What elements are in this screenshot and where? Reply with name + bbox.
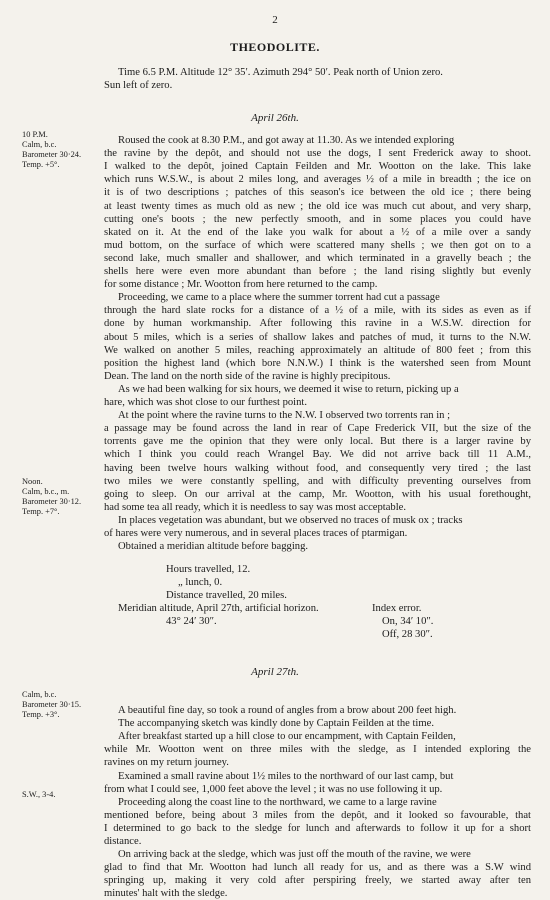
text-line: it is of two descriptions ; patches of this season's ice between the old ice ; there being — [104, 187, 531, 199]
text-line: position the highest land (which bore N.N.W.) I think is the watershed seen from Mount — [104, 357, 531, 369]
text-line: springing up, making it very cold after perspiring freely, we started away after ten — [104, 875, 531, 887]
text-line: done by human workmanship. After following this ravine in a W.S.W. direction for — [104, 318, 531, 330]
text-line: On arriving back at the sledge, which was just off the mouth of the ravine, we were — [118, 849, 471, 861]
index-error-label: Index error. — [372, 603, 422, 614]
text-line: ravines on my return journey. — [104, 757, 229, 769]
intro-line: Sun left of zero. — [104, 80, 173, 91]
weather-note: S.W., 3-4. — [22, 790, 56, 799]
distance-travelled: Distance travelled, 20 miles. — [166, 590, 287, 601]
weather-note: 10 P.M. Calm, b.c. Barometer 30·24. Temp. +5°. — [22, 130, 82, 169]
text-line: Obtained a meridian altitude before bagging. — [118, 541, 309, 553]
weather-note: Calm, b.c. Barometer 30·15. Temp. +3°. — [22, 690, 82, 719]
intro-line: Time 6.5 P.M. Altitude 12° 35′. Azimuth 294° 50′. Peak north of Union zero. — [118, 67, 443, 78]
text-line: which runs W.S.W., is about 2 miles long, and averages ½ of a mile in breadth ; the ice on — [104, 174, 531, 186]
text-line: As we had been walking for six hours, we deemed it wise to return, picking up a — [118, 383, 459, 395]
text-line: mud bottom, on the surface of which were scattered many shells ; we then got on to a — [104, 239, 531, 251]
text-line: We walked on another 5 miles, reaching approximately an altitude of 800 feet ; from this — [104, 344, 531, 356]
text-line: about 5 miles, which is a series of shallow lakes and patches of mud, it turns to the N.W. — [104, 331, 531, 343]
meridian-altitude: Meridian altitude, April 27th, artificial horizon. — [118, 603, 319, 614]
hours-travelled: Hours travelled, 12. — [166, 564, 251, 575]
text-line: torrents gave me the opinion that they were only local. But there is a larger ravine by — [104, 436, 531, 448]
text-line: After breakfast started up a hill close to our encampment, with Captain Feilden, — [118, 731, 456, 743]
text-line: The accompanying sketch was kindly done by Captain Feilden at the time. — [118, 718, 434, 730]
date-heading: April 27th. — [251, 666, 299, 678]
date-heading: April 26th. — [251, 112, 299, 124]
text-line: going to sleep. On our arrival at the camp, Mr. Wootton, with his usual forethought, — [104, 488, 531, 500]
text-line: I walked to the depôt, joined Captain Feilden and Mr. Wootton on the lake. This lake — [104, 161, 531, 173]
text-line: I determined to go back to the sledge for lunch and afterwards to follow it up for a short — [104, 822, 531, 834]
text-line: while Mr. Wootton went on three miles with the sledge, as I intended exploring the — [104, 744, 531, 756]
text-line: Proceeding, we came to a place where the summer torrent had cut a passage — [118, 292, 440, 304]
meridian-value: 43° 24′ 30″. — [166, 616, 217, 627]
text-line: at least twenty times as much old as new ; the old ice was much cut about, and very sharp, — [104, 200, 531, 212]
index-error-off: Off, 28 30″. — [382, 629, 433, 640]
page-title: THEODOLITE. — [230, 40, 320, 54]
page-number: 2 — [272, 14, 278, 26]
text-line: shells here were even more abundant than before ; the land rising slightly but evenly — [104, 266, 531, 277]
lunch-hours: „ lunch, 0. — [178, 577, 223, 588]
text-line: mentioned before, being about 3 miles from the depôt, and it looked so favourable, that — [104, 809, 531, 821]
text-line: glad to find that Mr. Wootton had lunch all ready for us, and as there was a S.W wind — [104, 862, 531, 874]
index-error-on: On, 34′ 10″. — [382, 616, 434, 627]
text-line: At the point where the ravine turns to the N.W. I observed two torrents ran in ; — [118, 410, 451, 422]
text-line: from what I could see, 1,000 feet above the level ; it was no use following it up. — [104, 783, 443, 795]
text-line: In places vegetation was abundant, but we observed no traces of musk ox ; tracks — [118, 514, 463, 526]
text-line: second lake, much smaller and shallower, and which terminated in a gravelly beach ; the — [104, 252, 531, 264]
text-line: having been twelve hours walking without food, and consequently very tired ; the last — [104, 462, 531, 474]
text-line: which I think you could reach Wrangel Bay. We did not arrive back till 11 A.M., — [104, 449, 531, 461]
text-line: two miles we were constantly spelling, and with difficulty preventing ourselves from — [104, 475, 531, 487]
text-line: a passage may be found across the land in rear of Cape Frederick VII, but the size of the — [104, 423, 531, 435]
text-line: skated on it. At the end of the lake you walk for about a ½ of a mile over a sandy — [104, 226, 531, 238]
text-line: cutting one's boots ; the new perfectly smooth, and in some places you could have — [104, 213, 531, 225]
text-line: Proceeding along the coast line to the northward, we came to a large ravine — [118, 796, 437, 808]
text-line: Dean. The land on the north side of the ravine is highly precipitous. — [104, 370, 391, 382]
text-line: distance. — [104, 836, 142, 847]
text-line: the ravine by the depôt, and should not use the dogs, I sent Frederick away to shoot. — [104, 148, 531, 160]
text-line: of hares were very numerous, and in several places traces of ptarmigan. — [104, 528, 408, 539]
text-line: for some distance ; Mr. Wootton from here returned to the camp. — [104, 279, 378, 291]
text-line: A beautiful fine day, so took a round of angles from a brow about 200 feet high. — [118, 705, 457, 716]
text-line: minutes' halt with the sledge. — [104, 888, 228, 900]
text-line: Roused the cook at 8.30 P.M., and got away at 11.30. As we intended exploring — [118, 135, 455, 146]
text-line: Examined a small ravine about 1½ miles to the northward of our last camp, but — [118, 770, 454, 782]
text-line: had some tea all ready, which it is needless to say was most acceptable. — [104, 501, 407, 513]
text-line: hare, which was shot close to our furthest point. — [104, 397, 308, 408]
text-line: through the hard slate rocks for a distance of a ½ of a mile, with its sides as even as if — [104, 305, 531, 317]
weather-note: Noon. Calm, b.c., m. Barometer 30·12. Temp. +7°. — [22, 477, 82, 516]
